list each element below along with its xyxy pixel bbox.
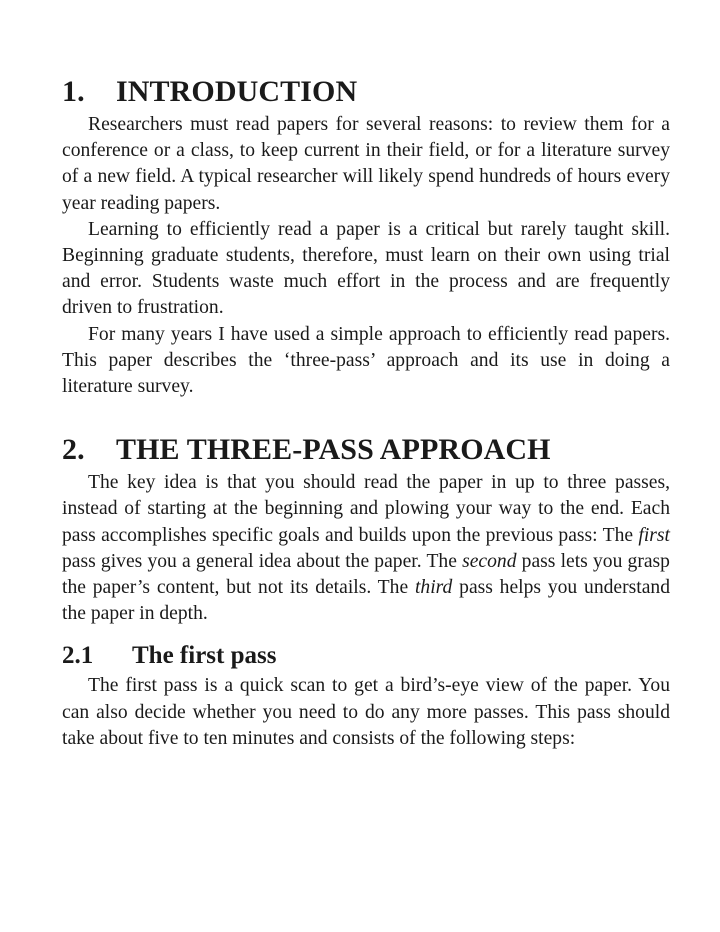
subsection-number: 2.1 [62, 642, 94, 670]
intro-paragraph-3: For many years I have used a simple approach to efficiently read papers. This paper describes the ‘three-pass’ approach and its use in doing a literature survey. [62, 323, 670, 398]
paper-page [62, 72, 670, 752]
section-title: THE THREE-PASS APPROACH [116, 433, 551, 467]
section-title: INTRODUCTION [116, 75, 358, 108]
section-heading-three-pass [62, 430, 670, 470]
intro-paragraph-2: Learning to efficiently read a paper is a critical but rarely taught skill. Beginning graduate students, therefore, must learn on their own using trial and error. Students waste much effort in the process and are frequently driven to frustration. [62, 218, 670, 319]
section-number: 2. [62, 433, 85, 467]
subsection-title: The first pass [132, 642, 277, 670]
intro-paragraph-1: Researchers must read papers for several reasons: to review them for a conference or a class, to keep current in their field, or for a literature survey of a new field. A typical researcher will likely spend hundreds of hours every year reading papers. [62, 114, 670, 214]
section-heading-introduction [62, 72, 670, 112]
section-number: 1. [62, 75, 85, 108]
emphasis-second: second [462, 550, 517, 572]
first-pass-paragraph: The first pass is a quick scan to get a bird’s-eye view of the paper. You can also decide whether you need to do any more passes. This pass should take about five to ten minutes and consists of the following steps: [62, 675, 670, 749]
emphasis-first: first [638, 524, 670, 546]
three-pass-paragraph: The key idea is that you should read the paper in up to three passes, instead of starting at the beginning and plowing your way to the end. Each pass accomplishes specific goals and builds upon the previous pass: The first pass gives you a general idea about the paper. The second pass lets you grasp the paper’s content, but not its details. The third pass helps you understand the paper in depth. [62, 472, 671, 625]
emphasis-third: third [414, 577, 453, 599]
subsection-heading-first-pass [62, 639, 670, 673]
